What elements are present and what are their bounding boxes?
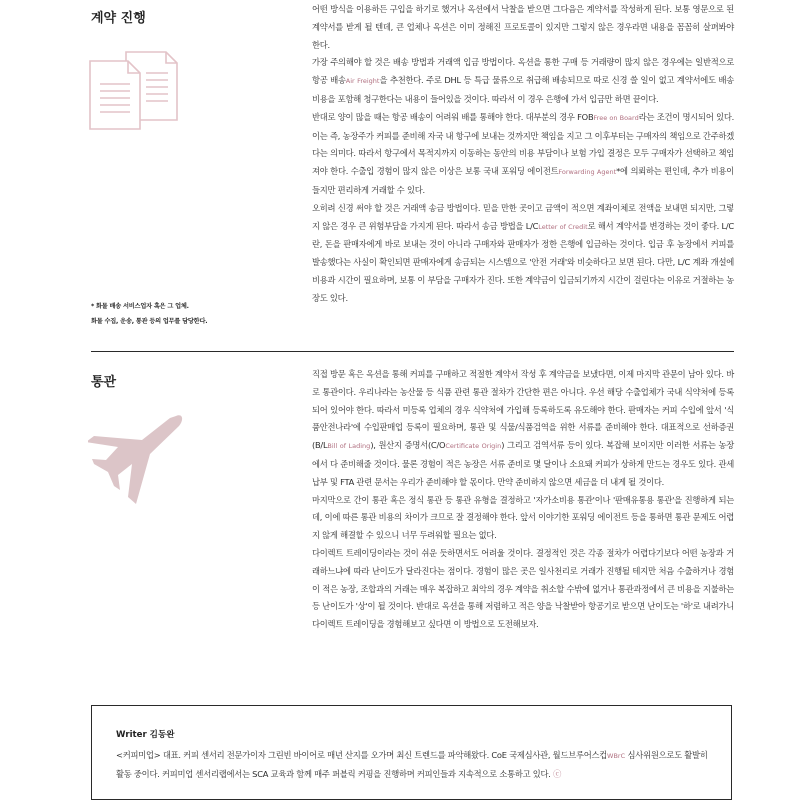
english-term: Letter of Credit xyxy=(538,222,588,231)
customs-paragraph xyxy=(312,492,734,545)
airplane-icon xyxy=(88,412,184,512)
customs-paragraph xyxy=(312,545,734,634)
english-term: Bill of Lading xyxy=(327,442,371,451)
section-heading-customs: 통관 xyxy=(91,375,117,390)
text-run: 을 추천한다. 주로 DHL 등 특급 물류으로 취급해 배송되므로 따로 신경 쓸 일이 없고 계약서에도 배송 비용을 포함해 청구한다는 내용이 들어있을 것이다. 따라서 이 경우 은행에 가서 입금만 하면 끝이다. xyxy=(312,75,734,104)
customs-body xyxy=(312,366,734,634)
footnote xyxy=(91,299,301,329)
writer-label: Writer 김동완 xyxy=(116,730,175,740)
customs-paragraph xyxy=(312,366,734,492)
footnote-line: * 화물 배송 서비스업자 혹은 그 업체. xyxy=(91,303,189,310)
document-icon xyxy=(88,49,180,137)
section-heading-contract: 계약 진행 xyxy=(91,11,146,26)
text-run: 직접 방문 혹은 옥션을 통해 커피를 구매하고 적절한 계약서 작성 후 계약금을 보냈다면, 이제 마지막 관문이 남아 있다. 바로 통관이다. 우리나라는 농산물 등 식품 관련 통관 절차가 간단한 편은 아니다. 우선 해당 수출업체가 국내 식약처에 등록되어 있어야 한다. 따라서 미등록 업체의 경우 식약처에 가입해 등록하도록 유도해야 한다. 판매자는 커피 수입에 앞서 '식품안전나라'에 수입판매업 등록이 필요하며, 통관 및 식물/식품검역을 위한 서류를 준비해야 한다. 대표적으로 선하증권(B/L xyxy=(312,369,734,451)
text-run: 반대로 양이 많을 때는 항공 배송이 어려워 배를 통해야 한다. 대부분의 경우 FOB xyxy=(312,111,594,122)
text-run: <커피미업> 대표. 커피 센서리 전문가이자 그린빈 바이어로 매년 산지를 오가며 최신 트렌드를 파악해왔다. CoE 국제심사관, 월드브루어스컵 xyxy=(116,750,608,760)
contract-paragraph xyxy=(312,200,734,308)
section-divider xyxy=(91,351,734,352)
text-run: 라는 조건이 명시되어 있다. 이는 즉, 농장주가 커피를 준비해 자국 내 항구에 보내는 것까지만 책임을 지고 그 이후부터는 구매자의 책임으로 간주하겠다는 의미다. 따라서 항구에서 목적지까지 이동하는 동안의 비용 부담이나 보험 가입 결정은 모두 구매자가 선택하고 책임져야 한다. 수출입 경험이 많지 않은 이상은 보통 국내 포워딩 에이전트 xyxy=(312,111,734,177)
contract-body xyxy=(312,1,734,308)
contract-paragraph xyxy=(312,54,734,108)
text-run: 가장 주의해야 할 것은 배송 방법과 거래액 입금 방법이다. 옥션을 통한 구매 등 거래량이 많지 않은 경우에는 일반적으로 항공 배송 xyxy=(312,57,734,86)
text-run: 어떤 방식을 이용하든 구입을 하기로 했거나 옥션에서 낙찰을 받으면 그다음은 계약서를 작성하게 된다. 보통 영문으로 된 계약서를 받게 될 텐데, 큰 업체나 옥션은 이미 정해진 프로토콜이 있지만 그렇지 않은 경우라면 내용을 꼼꼼히 살펴봐야 한다. xyxy=(312,4,734,50)
text-run: 로 해서 계약서를 변경하는 것이 좋다. L/C란, 돈을 판매자에게 바로 보내는 것이 아니라 구매자와 판매자가 정한 은행에 입금하는 것이다. 입금 후 농장에서 커피를 발송했다는 사실이 확인되면 판매자에게 송금되는 시스템으로 '안전 거래'와 비슷하다고 보면 된다. 다만, L/C 계좌 개설에 비용과 시간이 필요하며, 보통 이 부담을 구매자가 진다. 또한 계약금이 입금되기까지 시간이 걸린다는 이유로 거절하는 농장도 있다. xyxy=(312,220,734,303)
text-run: *에 의뢰하는 편인데, 추가 비용이 들지만 편리하게 거래할 수 있다. xyxy=(312,166,735,195)
text-run: 오히려 신경 써야 할 것은 거래액 송금 방법이다. 믿을 만한 곳이고 금액이 적으면 계좌이체로 전액을 보내면 되지만, 그렇지 않은 경우 큰 위험부담을 가지게 된다. 따라서 송금 방법을 L/C xyxy=(312,202,734,231)
writer-bio xyxy=(116,746,716,783)
english-term: Certificate Origin xyxy=(445,442,502,451)
contract-paragraph xyxy=(312,1,734,54)
text-run: 다이렉트 트레이딩이라는 것이 쉬운 듯하면서도 어려울 것이다. 결정적인 것은 각종 절차가 어렵다기보다 어떤 농장과 거래하느냐에 따라 난이도가 달라진다는 점이다. 경험이 많은 곳은 일사천리로 거래가 진행될 테지만 처음 수출하거나 경험이 적은 농장, 조합과의 거래는 매우 복잡하고 최악의 경우 계약을 취소할 수밖에 없거나 통관과정에서 큰 비용을 지불하는 등 난이도가 '상'이 될 것이다. 반대로 옥션을 통해 저렴하고 적은 양을 낙찰받아 항공기로 받으면 난이도는 '하'로 내려가니 다이렉트 트레이딩을 경험해보고 싶다면 이 방법으로 도전해보자. xyxy=(312,547,734,630)
text-run: 마지막으로 간이 통관 혹은 정식 통관 등 통관 유형을 결정하고 '자가소비용 통관'이나 '판매유통용 통관'을 진행하게 되는데, 이에 따른 통관 비용의 차이가 크므로 잘 결정해야 한다. 앞서 이야기한 포워딩 에이전트 등을 통하면 통관 문제도 어렵지 않게 해결할 수 있으니 너무 두려워할 필요는 없다. xyxy=(312,494,734,541)
footnote-line: 화물 수집, 운송, 통관 등의 업무를 담당한다. xyxy=(91,318,208,325)
end-mark: ⓒ xyxy=(553,769,562,779)
text-run: ), 원산지 증명서(C/O xyxy=(370,440,446,451)
contract-paragraph xyxy=(312,109,734,200)
english-term: Air Freight xyxy=(345,77,380,86)
english-term: Forwarding Agent xyxy=(558,168,617,177)
text-run: 심사위원으로도 활발히 활동 중이다. 커피미업 센서리랩에서는 SCA 교육과 함께 매주 퍼블릭 커핑을 진행하며 커피인들과 지속적으로 소통하고 있다. xyxy=(116,750,708,779)
text-run: ) 그리고 검역서류 등이 있다. 복잡해 보이지만 이러한 서류는 농장에서 다 준비해줄 것이다. 물론 경험이 적은 농장은 서류 준비로 몇 달이나 소요돼 커피가 상하게 만드는 경우도 있다. 관세납부 및 FTA 관련 문서는 우리가 준비해야 할 몫이다. 만약 준비하지 않으면 세금을 더 내게 될 것이다. xyxy=(312,440,734,487)
english-term: Free on Board xyxy=(593,113,639,122)
english-term: WBrC xyxy=(607,752,626,760)
